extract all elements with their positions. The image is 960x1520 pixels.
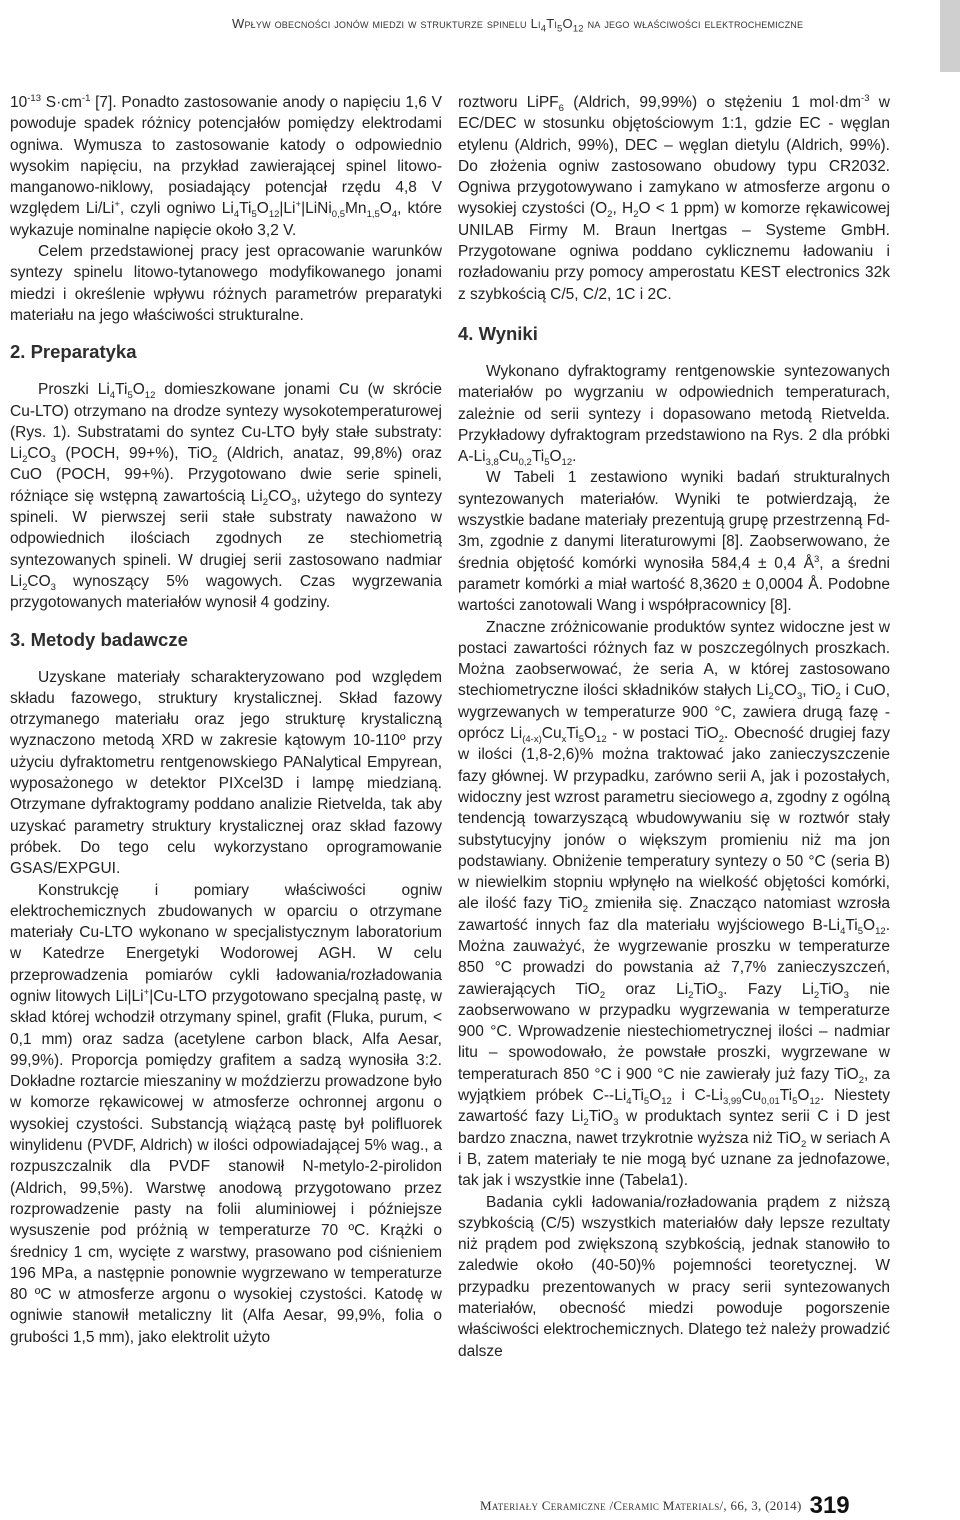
paragraph-right-3: W Tabeli 1 zestawiono wyniki badań strukturalnych syntezowanych materiałów. Wyniki te potwierdzają, że wszystkie badane materiały prezentują grupę przestrzenną Fd-3m, zgodnie z danymi literaturowymi [8]. Zaobserwowano, że średnia objętość komórki wynosiła 584,4 ± 0,4 $Å^3$, a średni parametr komórki a miał wartość 8,3620 ± 0,0004 Å. Podobne wartości zanotowali Wang i współpracownicy [8]. — [458, 469, 891, 615]
left-column — [10, 92, 442, 1348]
running-header: Wpływ obecności jonów miedzi w strukturze spinelu $Li_4Ti_5O_{12}$ na jego właściwości elektrochemiczne — [232, 16, 804, 35]
paragraph-right-1: roztworu LiPF$_6$ (Aldrich, 99,99%) o stężeniu 1 $mol\cdot dm^{-3}$ w EC/DEC w stosunku objętościowym 1:1, gdzie EC - węglan etylenu (Aldrich, 99%), DEC – węglan dietylu (Aldrich, 99%). Do złożenia ogniw zastosowano obudowy typu CR2032. Ogniwa przygotowywano i zamykano w atmosferze argonu o wysokiej czystości ($O_2$, $H_2O < 1$ ppm) w komorze rękawicowej UNILAB Firmy M. Braun Inertgas – Systeme GmbH. Przygotowane ogniwa poddano cyklicznemu ładowaniu i rozładowaniu przy pomocy amperostatu KEST electronics 32k z szybkością C/5, C/2, 1C i 2C. — [458, 92, 890, 303]
paragraph-left-2: Celem przedstawionej pracy jest opracowanie warunków syntezy spinelu litowo-tytanowego modyfikowanego jonami miedzi i określenie wpływu różnych parametrów preparatyki materiału na jego właściwości strukturalne. — [10, 243, 442, 324]
section-heading-wyniki: 4. Wyniki — [458, 322, 538, 344]
paragraph-right-5: Badania cykli ładowania/rozładowania prądem z niższą szybkością (C/5) wszystkich materiałów dały lepsze rezultaty niż prądem pod zwiększoną szybkością, jednak stanowiło to zaledwie około (40-50)% pojemności teoretycznej. W przypadku prezentowanych w pracy serii syntezowanych materiałów, obecność miedzi powoduje pogorszenie właściwości elektrochemicznych. Dlatego też należy prowadzić dalsze — [458, 1193, 890, 1360]
right-column — [458, 92, 890, 1362]
section-heading-preparatyka: 2. Preparatyka — [10, 341, 137, 363]
paragraph-left-3: Proszki $Li_4Ti_5O_{12}$ domieszkowane jonami Cu (w skrócie Cu-LTO) otrzymano na drodze syntezy wysokotemperaturowej (Rys. 1). Substratami do syntez Cu-LTO były stałe substraty: $Li_2CO_3$ (POCH, 99+%), TiO$_2$ (Aldrich, anataz, 99,8%) oraz CuO (POCH, 99+%). Przygotowano dwie serie spineli, różniące się wstępną zawartością $Li_2CO_3$, użytego do syntezy spineli. W pierwszej serii stałe substraty naważono w odpowiednich ilościach zgodnych ze stechiometrią syntezowanych spineli. W drugiej serii zastosowano nadmiar $Li_2CO_3$ wynoszący 5% wagowych. Czas wygrzewania przygotowanych materiałów wynosił 4 godziny. — [10, 381, 442, 612]
paragraph-left-1: $10^{-13}$ $S\cdot cm^{-1}$ [7]. Ponadto zastosowanie anody o napięciu 1,6 V powoduje spadek różnicy potencjałów pomiędzy elektrodami ogniwa. Wymusza to zastosowanie katody o odpowiednio wysokim napięciu, na przykład zawierającej spinel litowo-manganowo-niklowy, posiadający potencjał rzędu 4,8 V względem Li/Li+, czyli ogniwo $Li_4Ti_5O_{12}|Li^+|LiNi_{0,5}Mn_{1,5}O_4$, które wykazuje nominalne napięcie około 3,2 V. — [10, 92, 443, 239]
paragraph-right-4: Znaczne zróżnicowanie produktów syntez widoczne jest w postaci zawartości różnych faz w poszczególnych proszkach. Można zaobserwować, że seria A, w której zastosowano stechiometryczne ilości składników stałych $Li_2CO_3$, TiO$_2$ i CuO, wygrzewanych w temperaturze 900 °C, zawiera drugą fazę - oprócz $Li_{(4-x)}Cu_xTi_5O_{12}$ - w postaci TiO$_2$. Obecność drugiej fazy w ilości (1,8-2,6)% można traktować jako zanieczyszczenie fazy głównej. W przypadku, zarówno serii A, jak i pozostałych, widoczny jest wzrost parametru sieciowego a, zgodny z ogólną tendencją towarzyszącą wbudowywaniu się w roztwór stały substytucyjny jonów o większym promieniu niż ma jon podstawiany. Obniżenie temperatury syntezy o 50 °C (seria B) w niewielkim stopniu wpłynęło na wielkość objętości komórki, ale ilość fazy TiO$_2$ zmieniła się. Znacząco natomiast wzrosła zawartość innych faz dla materiału wyjściowego $B-Li_4Ti_5O_{12}$. Można zauważyć, że wygrzewanie proszku w temperaturze 850 °C prowadzi do powstania aż 7,7% zanieczyszczeń, zawierających TiO$_2$ oraz $Li_2TiO_3$. Fazy $Li_2TiO_3$ nie zaobserwowano w przypadku wygrzewania w temperaturze 900 °C. Wprowadzenie niestechiometrycznej ilości – nadmiar litu – spowodowało, że powstałe proszki, wygrzewane w temperaturach 850 °C i 900 °C nie zawierały już fazy TiO$_2$, za wyjątkiem próbek $C--Li_4Ti_5O_{12}$ i $C-Li_{3,99}Cu_{0,01}Ti_5O_{12}$. Niestety zawartość fazy $Li_2TiO_3$ w produktach syntez serii C i D jest bardzo znaczna, nawet trzykrotnie wyższa niż TiO$_2$ w seriach A i B, zatem materiały te nie mogą być uznane za jednofazowe, tak jak i wszystkie inne (Tabela1). — [458, 618, 890, 1190]
paragraph-right-2: Wykonano dyfraktogramy rentgenowskie syntezowanych materiałów po wygrzaniu w odpowiednich temperaturach, zależnie od serii syntezy i dopasowano metodą Rietvelda. Przykładowy dyfraktogram przedstawiono na Rys. 2 dla próbki $A-Li_{3,8}Cu_{0,2}Ti_5O_{12}$. — [458, 362, 890, 469]
journal-citation: Materiały Ceramiczne /Ceramic Materials/, 66, 3, (2014) — [480, 1498, 802, 1513]
paragraph-left-4: Uzyskane materiały scharakteryzowano pod względem składu fazowego, struktury krystalicznej. Skład fazowy otrzymanego materiału oraz jego strukturę krystaliczną wyznaczono metodą XRD w zakresie kątowym 10-110º przy użyciu dyfraktometru rentgenowskiego PANalytical Empyrean, wyposażonego w detektor PIXcel3D i lampę miedzianą. Otrzymane dyfraktogramy poddano analizie Rietvelda, tak aby uzyskać parametry struktury krystalicznej oraz skład fazowy próbek. Do tego celu wykorzystano oprogramowanie GSAS/EXPGUI. — [10, 668, 442, 878]
paragraph-left-5: Konstrukcję i pomiary właściwości ogniw elektrochemicznych zbudowanych w oparciu o otrzymane materiały Cu-LTO wykonano w specjalistycznym laboratorium w Katedrze Energetyki Wodorowej AGH. W celu przeprowadzenia pomiarów cykli ładowania/rozładowania ogniw litowych Li|Li+|Cu-LTO przygotowano specjalną pastę, w skład której wchodził otrzymany spinel, grafit (Fluka, purum, < 0,1 mm) oraz sadza (acetylene carbon black, Alfa Aesar, 99,9%). Proporcja pomiędzy grafitem a sadzą wynosiła 3:2. Dokładne roztarcie mieszaniny w moździerzu prowadzone było w komorze rękawicowej w atmosferze ochronnej argonu o wysokiej czystości. Substancją wiążącą pastę był polifluorek winylidenu (PVDF, Aldrich) w ilości odpowiadającej 5% wag., a rozpuszczalnik dla PVDF stanowił N-metylo-2-pirolidon (Aldrich, 99,5%). Warstwę anodową przygotowano przez rozprowadzenie pasty na folii aluminiowej i późniejsze wysuszenie pod próżnią w temperaturze 70 ºC. Krążki o średnicy 1 cm, wycięte z warstwy, prasowano pod ciśnieniem 196 MPa, a następnie ponownie wygrzewano w temperaturze 80 ºC w atmosferze argonu o wysokiej czystości. Katodę w ogniwie stanowił metaliczny lit (Alfa Aesar, 99,9%, folia o grubości 1,5 mm), jako elektrolit użyto — [10, 881, 442, 1346]
page-edge-tab — [940, 0, 960, 72]
page-footer — [480, 1492, 940, 1520]
page-number: 319 — [809, 1492, 850, 1519]
section-heading-metody-badawcze: 3. Metody badawcze — [10, 628, 188, 650]
